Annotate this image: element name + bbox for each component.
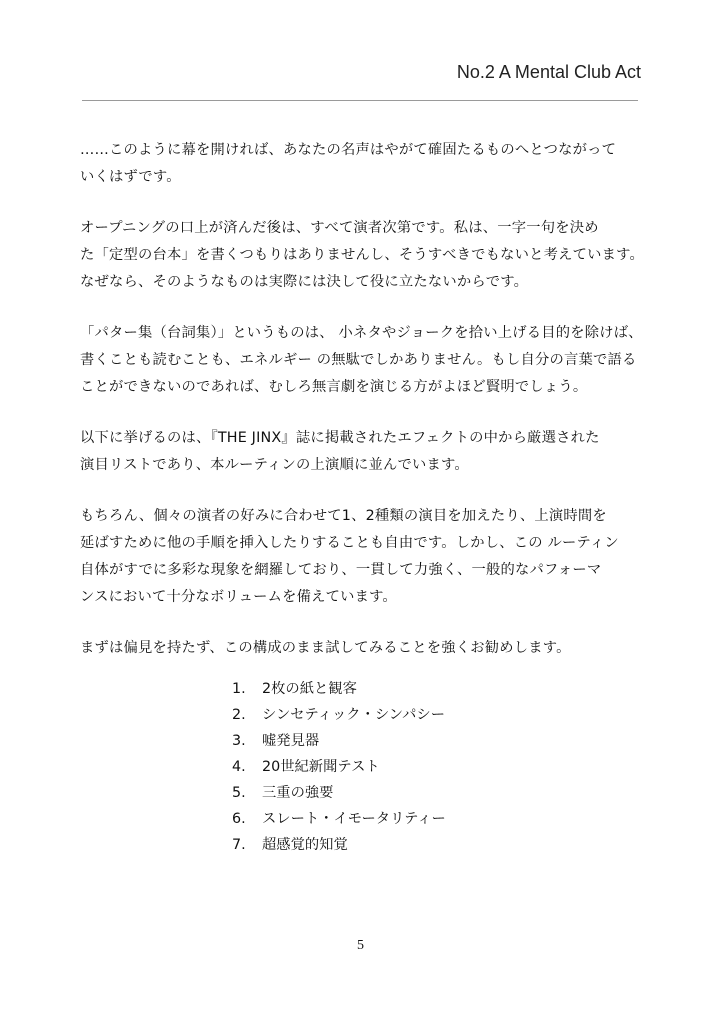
text-line: ことができないのであれば、むしろ無言劇を演じる方がよほど賢明でしょう。 (80, 379, 588, 395)
text-line: なぜなら、そのようなものは実際には決して役に立たないからです。 (80, 274, 529, 290)
text-line: まずは偏見を持たず、この構成のまま試してみることを強くお勧めします。 (80, 640, 571, 656)
list-item-title: スレート・イモータリティー (262, 811, 446, 827)
text-line: 延ばすために他の手順を挿入したりすることも自由です。しかし、この ルーティン (80, 535, 619, 551)
text-line: 「パター集（台詞集）」というものは、 小ネタやジョークを拾い上げる目的を除けば、 (80, 325, 643, 341)
paragraph (80, 503, 645, 611)
list-item (232, 832, 446, 858)
text-line: 演目リストであり、本ルーティンの上演順に並んでいます。 (80, 457, 469, 473)
list-item-number: 2. (232, 707, 246, 723)
paragraph (80, 320, 645, 401)
list-item (232, 728, 446, 754)
text-line: ンスにおいて十分なボリュームを備えています。 (80, 589, 397, 605)
text-line: オープニングの口上が済んだ後は、すべて演者次第です。私は、一字一句を決め (80, 220, 599, 236)
list-item-number: 3. (232, 733, 246, 749)
list-item-number: 1. (232, 681, 246, 697)
list-item-title: 2枚の紙と観客 (262, 681, 357, 697)
list-item-number: 4. (232, 759, 246, 775)
list-item (232, 676, 446, 702)
text-line: ……このように幕を開ければ、あなたの名声はやがて確固たるものへとつながって (80, 142, 617, 158)
list-item (232, 806, 446, 832)
body-text (80, 137, 645, 686)
header-title: No.2 A Mental Club Act (456, 62, 641, 82)
paragraph (80, 137, 645, 191)
list-item-number: 7. (232, 837, 246, 853)
list-item-number: 6. (232, 811, 246, 827)
list-item (232, 754, 446, 780)
list-item-title: 嘘発見器 (262, 733, 320, 749)
text-line: もちろん、個々の演者の好みに合わせて1、2種類の演目を加えたり、上演時間を (80, 508, 607, 524)
list-item-title: 20世紀新聞テスト (262, 759, 380, 775)
header-divider (82, 100, 638, 101)
list-item-title: 三重の強要 (262, 785, 334, 801)
text-line: 自体がすでに多彩な現象を網羅しており、一貫して力強く、一般的なパフォーマ (80, 562, 602, 578)
text-line: 書くことも読むことも、エネルギー の無駄でしかありません。もし自分の言葉で語る (80, 352, 637, 368)
paragraph (80, 425, 645, 479)
routine-list (232, 676, 446, 858)
list-item-title: 超感覚的知覚 (262, 837, 348, 853)
list-item (232, 780, 446, 806)
text-line: た「定型の台本」を書くつもりはありませんし、そうすべきでもないと考えています。 (80, 247, 644, 263)
text-line: いくはずです。 (80, 169, 181, 185)
text-line: 以下に挙げるのは、『THE JINX』誌に掲載されたエフェクトの中から厳選された (80, 430, 600, 446)
list-item-title: シンセティック・シンパシー (262, 707, 445, 723)
list-item-number: 5. (232, 785, 246, 801)
page-number: 5 (357, 938, 364, 953)
paragraph (80, 635, 645, 662)
paragraph (80, 215, 645, 296)
list-item (232, 702, 446, 728)
